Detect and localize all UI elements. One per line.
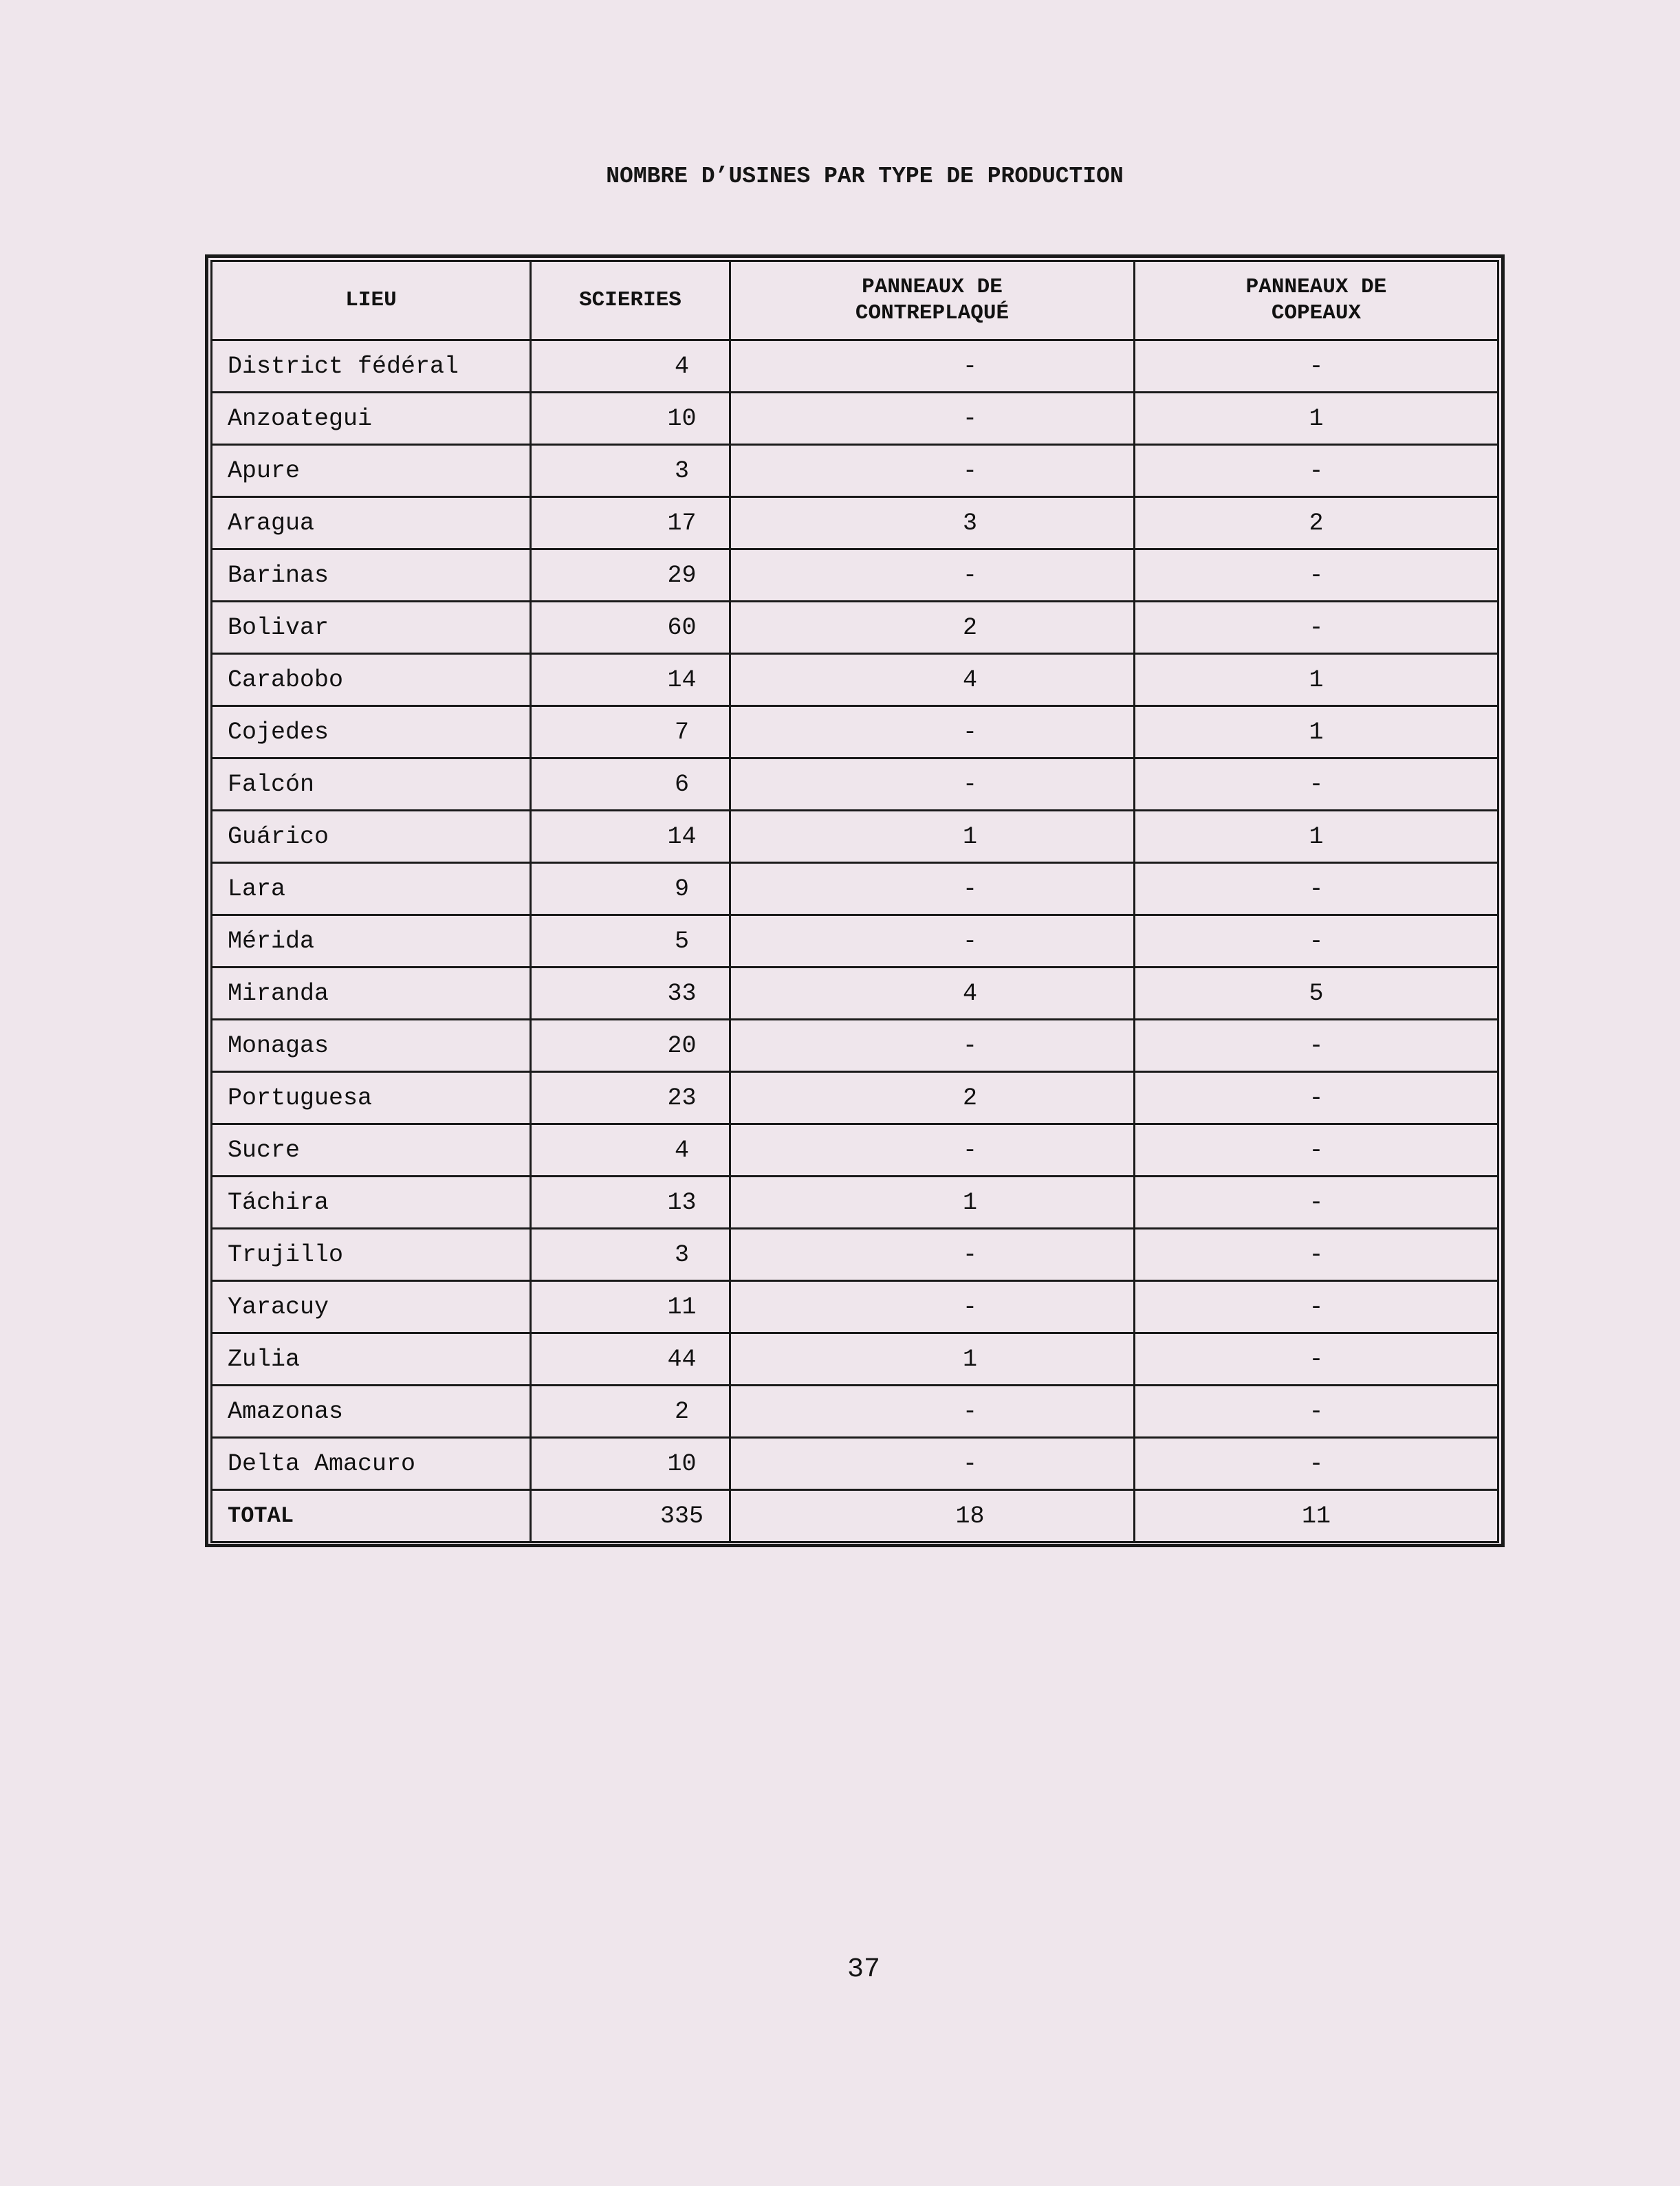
- cell-lieu: Amazonas: [212, 1386, 531, 1438]
- cell-copeaux: 1: [1135, 706, 1498, 758]
- cell-scieries: 29: [531, 549, 730, 602]
- cell-contreplaque: 2: [730, 602, 1135, 654]
- cell-copeaux: -: [1135, 549, 1498, 602]
- cell-copeaux: -: [1135, 1020, 1498, 1072]
- header-lieu: LIEU: [212, 261, 531, 340]
- table-row: [212, 1124, 1498, 1177]
- table-row: [212, 497, 1498, 549]
- cell-contreplaque: -: [730, 758, 1135, 811]
- cell-copeaux: -: [1135, 1229, 1498, 1281]
- table-row: [212, 654, 1498, 706]
- cell-lieu: Cojedes: [212, 706, 531, 758]
- cell-lieu: Mérida: [212, 915, 531, 968]
- cell-lieu: Zulia: [212, 1333, 531, 1386]
- cell-lieu: TOTAL: [212, 1490, 531, 1542]
- cell-contreplaque: 18: [730, 1490, 1135, 1542]
- cell-lieu: Lara: [212, 863, 531, 915]
- cell-lieu: Guárico: [212, 811, 531, 863]
- cell-scieries: 10: [531, 393, 730, 445]
- table-total-row: [212, 1490, 1498, 1542]
- cell-copeaux: -: [1135, 1333, 1498, 1386]
- table-row: [212, 602, 1498, 654]
- page-number: 37: [847, 1954, 881, 1985]
- cell-contreplaque: -: [730, 863, 1135, 915]
- cell-scieries: 44: [531, 1333, 730, 1386]
- production-table: [210, 260, 1499, 1543]
- cell-contreplaque: -: [730, 1229, 1135, 1281]
- cell-copeaux: -: [1135, 1072, 1498, 1124]
- table-row: [212, 393, 1498, 445]
- cell-contreplaque: 2: [730, 1072, 1135, 1124]
- table-row: [212, 811, 1498, 863]
- table-row: [212, 1020, 1498, 1072]
- cell-contreplaque: 1: [730, 1333, 1135, 1386]
- cell-copeaux: -: [1135, 445, 1498, 497]
- cell-scieries: 4: [531, 340, 730, 393]
- cell-copeaux: -: [1135, 1124, 1498, 1177]
- cell-copeaux: -: [1135, 340, 1498, 393]
- production-table-frame: [205, 254, 1505, 1547]
- cell-copeaux: 1: [1135, 811, 1498, 863]
- table-row: [212, 1333, 1498, 1386]
- cell-copeaux: 2: [1135, 497, 1498, 549]
- header-copeaux-line2: COPEAUX: [1271, 301, 1362, 325]
- cell-scieries: 10: [531, 1438, 730, 1490]
- header-contreplaque: [730, 261, 1135, 340]
- cell-lieu: District fédéral: [212, 340, 531, 393]
- header-contreplaque-line2: CONTREPLAQUÉ: [855, 301, 1010, 325]
- cell-copeaux: -: [1135, 863, 1498, 915]
- table-row: [212, 1229, 1498, 1281]
- table-header-row: [212, 261, 1498, 340]
- table-row: [212, 863, 1498, 915]
- cell-copeaux: -: [1135, 915, 1498, 968]
- cell-scieries: 17: [531, 497, 730, 549]
- cell-lieu: Bolivar: [212, 602, 531, 654]
- cell-lieu: Sucre: [212, 1124, 531, 1177]
- cell-contreplaque: 3: [730, 497, 1135, 549]
- cell-scieries: 20: [531, 1020, 730, 1072]
- cell-scieries: 3: [531, 1229, 730, 1281]
- cell-scieries: 2: [531, 1386, 730, 1438]
- table-row: [212, 549, 1498, 602]
- table-row: [212, 445, 1498, 497]
- cell-contreplaque: -: [730, 549, 1135, 602]
- cell-copeaux: -: [1135, 1386, 1498, 1438]
- table-row: [212, 706, 1498, 758]
- cell-contreplaque: -: [730, 915, 1135, 968]
- cell-scieries: 335: [531, 1490, 730, 1542]
- cell-copeaux: 1: [1135, 654, 1498, 706]
- table-row: [212, 340, 1498, 393]
- cell-copeaux: 1: [1135, 393, 1498, 445]
- table-body: [212, 340, 1498, 1542]
- cell-contreplaque: -: [730, 393, 1135, 445]
- cell-contreplaque: -: [730, 1386, 1135, 1438]
- cell-contreplaque: 4: [730, 654, 1135, 706]
- cell-lieu: Monagas: [212, 1020, 531, 1072]
- document-title: NOMBRE D’USINES PAR TYPE DE PRODUCTION: [606, 164, 1124, 189]
- cell-copeaux: -: [1135, 758, 1498, 811]
- cell-scieries: 11: [531, 1281, 730, 1333]
- cell-lieu: Táchira: [212, 1177, 531, 1229]
- cell-lieu: Portuguesa: [212, 1072, 531, 1124]
- cell-scieries: 23: [531, 1072, 730, 1124]
- cell-contreplaque: -: [730, 1438, 1135, 1490]
- cell-lieu: Falcón: [212, 758, 531, 811]
- table-row: [212, 1438, 1498, 1490]
- cell-contreplaque: -: [730, 1020, 1135, 1072]
- cell-scieries: 4: [531, 1124, 730, 1177]
- cell-lieu: Delta Amacuro: [212, 1438, 531, 1490]
- cell-copeaux: -: [1135, 1177, 1498, 1229]
- cell-scieries: 14: [531, 654, 730, 706]
- cell-contreplaque: -: [730, 340, 1135, 393]
- cell-contreplaque: -: [730, 1124, 1135, 1177]
- cell-scieries: 13: [531, 1177, 730, 1229]
- cell-lieu: Yaracuy: [212, 1281, 531, 1333]
- cell-scieries: 7: [531, 706, 730, 758]
- cell-scieries: 5: [531, 915, 730, 968]
- cell-lieu: Carabobo: [212, 654, 531, 706]
- table-row: [212, 1072, 1498, 1124]
- cell-copeaux: -: [1135, 602, 1498, 654]
- table-row: [212, 915, 1498, 968]
- cell-scieries: 60: [531, 602, 730, 654]
- table-row: [212, 968, 1498, 1020]
- table-row: [212, 1386, 1498, 1438]
- header-contreplaque-line1: PANNEAUX DE: [862, 275, 1003, 299]
- cell-lieu: Miranda: [212, 968, 531, 1020]
- cell-scieries: 3: [531, 445, 730, 497]
- cell-lieu: Trujillo: [212, 1229, 531, 1281]
- header-copeaux-line1: PANNEAUX DE: [1245, 275, 1387, 299]
- cell-copeaux: -: [1135, 1281, 1498, 1333]
- cell-lieu: Aragua: [212, 497, 531, 549]
- table-row: [212, 1281, 1498, 1333]
- cell-contreplaque: -: [730, 445, 1135, 497]
- cell-contreplaque: -: [730, 1281, 1135, 1333]
- cell-scieries: 6: [531, 758, 730, 811]
- cell-copeaux: 5: [1135, 968, 1498, 1020]
- cell-contreplaque: 1: [730, 811, 1135, 863]
- table-row: [212, 758, 1498, 811]
- cell-lieu: Anzoategui: [212, 393, 531, 445]
- cell-lieu: Apure: [212, 445, 531, 497]
- cell-copeaux: 11: [1135, 1490, 1498, 1542]
- cell-scieries: 33: [531, 968, 730, 1020]
- cell-contreplaque: -: [730, 706, 1135, 758]
- cell-scieries: 9: [531, 863, 730, 915]
- header-copeaux: [1135, 261, 1498, 340]
- cell-contreplaque: 4: [730, 968, 1135, 1020]
- cell-scieries: 14: [531, 811, 730, 863]
- cell-contreplaque: 1: [730, 1177, 1135, 1229]
- cell-copeaux: -: [1135, 1438, 1498, 1490]
- cell-lieu: Barinas: [212, 549, 531, 602]
- table-row: [212, 1177, 1498, 1229]
- header-scieries: SCIERIES: [531, 261, 730, 340]
